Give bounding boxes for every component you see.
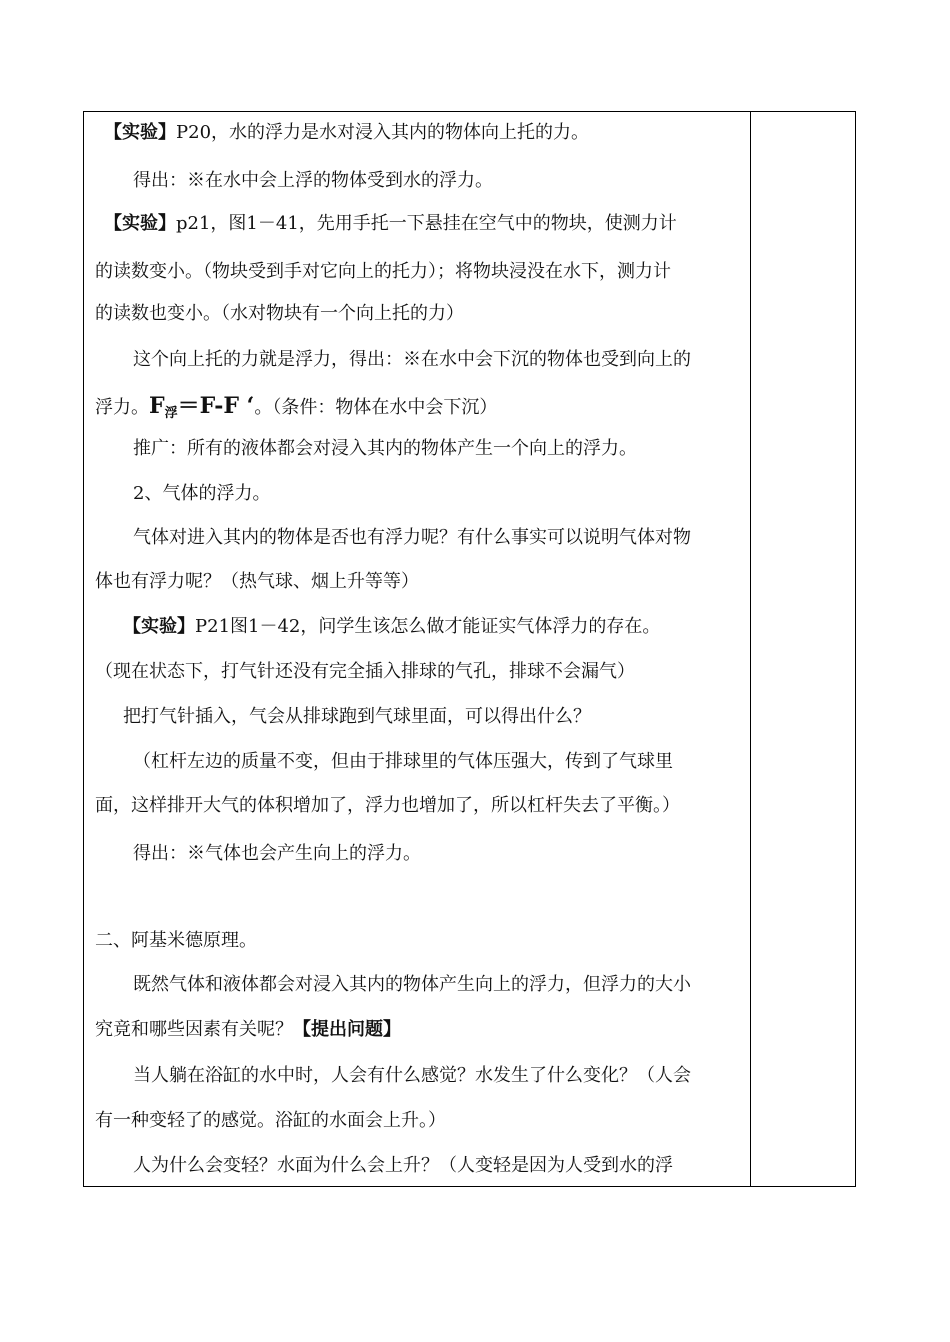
text-line: 得出：※气体也会产生向上的浮力。 [133, 843, 421, 864]
text-line: 的读数也变小。（水对物块有一个向上托的力） [95, 303, 464, 324]
formula-line: 浮力。$F_浮=F-F$ ‘。（条件：物体在水中会下沉） [95, 393, 498, 421]
text-line: 【实验】P20，水的浮力是水对浸入其内的物体向上托的力。 [104, 122, 590, 143]
text-line: 推广：所有的液体都会对浸入其内的物体产生一个向上的浮力。 [133, 438, 637, 459]
section-heading: 2、气体的浮力。 [133, 483, 271, 504]
buoyancy-formula: $F_浮=F-F$ ‘ [149, 393, 255, 421]
text-line: 有一种变轻了的感觉。浴缸的水面会上升。） [95, 1110, 446, 1131]
text-line: 这个向上托的力就是浮力，得出：※在水中会下沉的物体也受到向上的 [133, 349, 691, 370]
text-line: 体也有浮力呢？（热气球、烟上升等等） [95, 571, 419, 592]
text-line: 得出：※在水中会上浮的物体受到水的浮力。 [133, 170, 493, 191]
experiment-tag: 【实验】 [104, 213, 176, 234]
text-line: （杠杆左边的质量不变，但由于排球里的气体压强大，传到了气球里 [133, 751, 673, 772]
experiment-tag: 【实验】 [104, 122, 176, 143]
text-line: 【实验】P21图1－42，问学生该怎么做才能证实气体浮力的存在。 [123, 616, 661, 637]
text-line: 气体对进入其内的物体是否也有浮力呢？有什么事实可以说明气体对物 [133, 527, 691, 548]
column-divider [750, 111, 751, 1187]
text-line: 人为什么会变轻？水面为什么会上升？（人变轻是因为人受到水的浮 [133, 1155, 673, 1176]
text-line: 既然气体和液体都会对浸入其内的物体产生向上的浮力，但浮力的大小 [133, 974, 691, 995]
text-line: 当人躺在浴缸的水中时，人会有什么感觉？水发生了什么变化？（人会 [133, 1065, 691, 1086]
text-line: 究竟和哪些因素有关呢？【提出问题】 [95, 1019, 401, 1040]
text-line: 的读数变小。（物块受到手对它向上的托力）；将物块浸没在水下，测力计 [95, 261, 671, 282]
text-line: 面，这样排开大气的体积增加了，浮力也增加了，所以杠杆失去了平衡。） [95, 795, 680, 816]
section-heading: 二、阿基米德原理。 [95, 930, 257, 951]
question-tag: 【提出问题】 [293, 1019, 401, 1040]
text-line: （现在状态下，打气针还没有完全插入排球的气孔，排球不会漏气） [95, 661, 635, 682]
text-line: 【实验】p21，图1－41，先用手托一下悬挂在空气中的物块，使测力计 [104, 213, 677, 234]
text-line: 把打气针插入，气会从排球跑到气球里面，可以得出什么？ [123, 706, 591, 727]
experiment-tag: 【实验】 [123, 616, 195, 637]
